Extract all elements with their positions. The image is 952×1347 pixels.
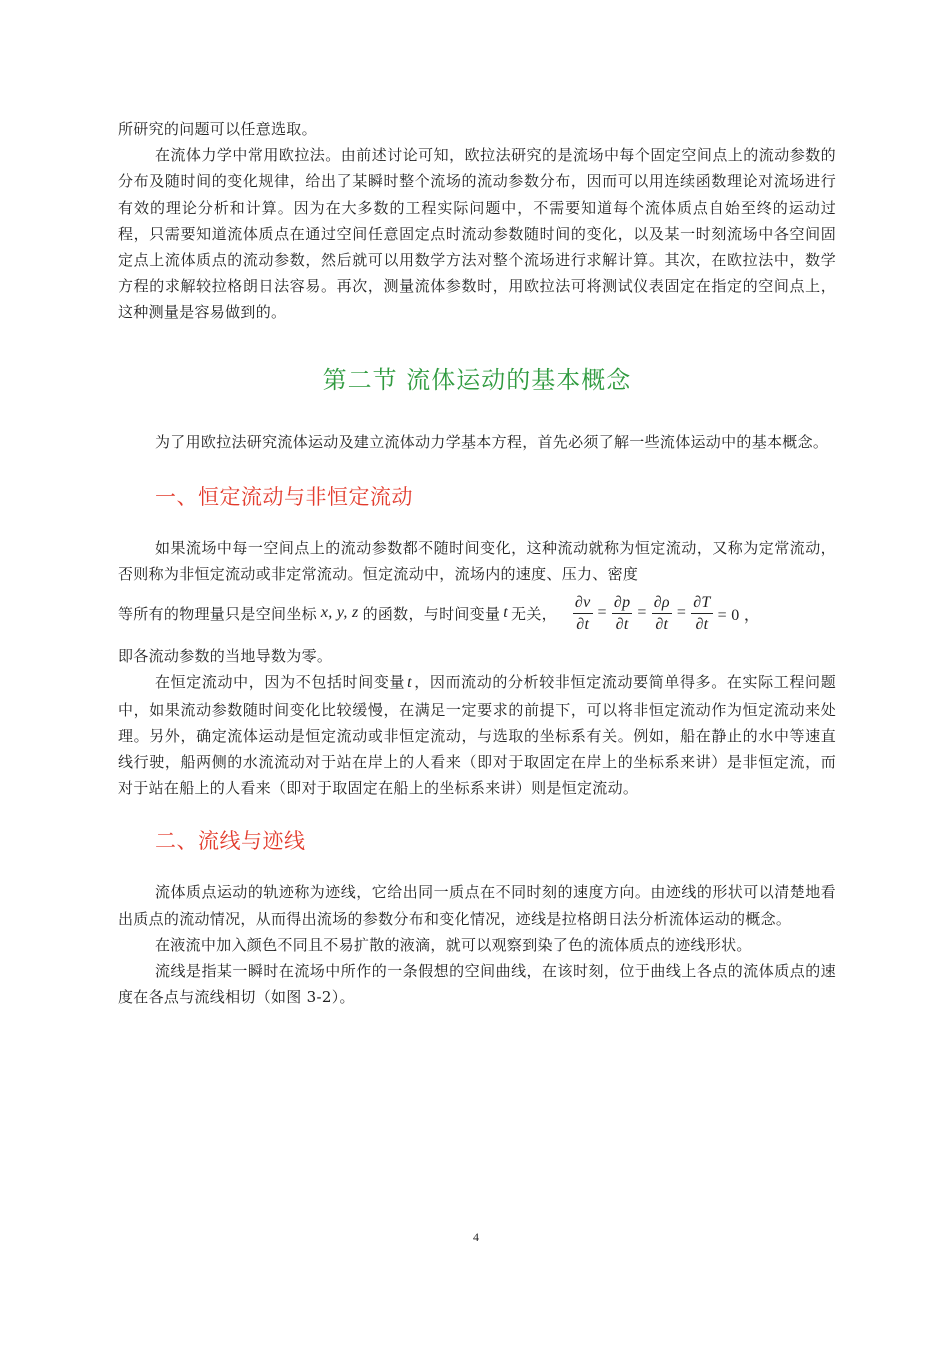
paragraph: 在液流中加入颜色不同且不易扩散的液滴，就可以观察到染了色的流体质点的迹线形状。: [155, 935, 752, 954]
fraction-numerator: ∂T: [691, 593, 712, 614]
paragraph: [118, 669, 836, 801]
paragraph: 即各流动参数的当地导数为零。: [118, 647, 333, 666]
equation-text: 等所有的物理量只是空间坐标: [118, 604, 317, 623]
paragraph: 在流体力学中常用欧拉法。由前述讨论可知，欧拉法研究的是流场中每个固定空间点上的流动参数的分布及随时间的变化规律，给出了某瞬时整个流场的流动参数分布，因而可以用连续函数理论对流场进行有效的理论分析和计算。因为在大多数的工程实际问题中，不需要知道每个流体质点自始至终的运动过程，只需要知道流体质点在通过空间任意固定点时流动参数随时间的变化，以及某一时刻流场中各空间固定点上流体质点的流动参数，然后就可以用数学方法对整个流场进行求解计算。其次，在欧拉法中，数学方程的求解较拉格朗日法容易。再次，测量流体参数时，用欧拉法可将测试仪表固定在指定的空间点上，这种测量是容易做到的。: [118, 146, 836, 322]
equals-sign: =: [676, 604, 687, 622]
time-var: t: [407, 674, 412, 692]
section-title: 第二节 流体运动的基本概念: [322, 365, 632, 394]
coordinate-vars: x, y, z: [320, 604, 359, 622]
paragraph-text: 在恒定流动中，因为不包括时间变量: [155, 673, 406, 692]
fraction-denominator: ∂t: [655, 615, 669, 633]
subsection-title: 一、恒定流动与非恒定流动: [155, 484, 413, 509]
equation-end: = 0 ，: [717, 606, 761, 624]
page-number: 4: [473, 1230, 479, 1244]
paragraph: 为了用欧拉法研究流体运动及建立流体动力学基本方程，首先必须了解一些流体运动中的基本概念。: [155, 432, 829, 451]
paragraph: 流线是指某一瞬时在流场中所作的一条假想的空间曲线，在该时刻，位于曲线上各点的流体质点的速度在各点与流线相切（如图 3-2）。: [118, 962, 836, 1007]
fraction-denominator: ∂t: [615, 615, 629, 633]
paragraph: 流体质点运动的轨迹称为迹线，它给出同一质点在不同时刻的速度方向。由迹线的形状可以清楚地看出质点的流动情况，从而得出流场的参数分布和变化情况，迹线是拉格朗日法分析流体运动的概念。: [118, 883, 836, 928]
equation-line: [118, 587, 836, 639]
equals-sign: =: [637, 604, 647, 622]
fraction-denominator: ∂t: [576, 615, 590, 633]
fraction-denominator: ∂t: [695, 615, 709, 633]
fraction-numerator: ∂p: [612, 593, 633, 614]
subsection-title: 二、流线与迹线: [155, 829, 306, 854]
equals-sign: =: [597, 604, 607, 622]
paragraph: 如果流场中每一空间点上的流动参数都不随时间变化，这种流动就称为恒定流动，又称为定常流动，否则称为非恒定流动或非定常流动。恒定流动中，流场内的速度、压力、密度: [118, 538, 836, 584]
paragraph-text: ，因而流动的分析较非恒定流动要简单得多。在实际工程问题中，如果流动参数随时间变化比较缓慢，在满足一定要求的前提下，可以将非恒定流动作为恒定流动来处理。另外，确定流体运动是恒定流动或非恒定流动，与选取的坐标系有关。例如，船在静止的水中等速直线行驶，船两侧的水流流动对于站在岸上的人看来（即对于取固定在岸上的坐标系来讲）是非恒定流，而对于站在船上的人看来（即对于取固定在船上的坐标系来讲）则是恒定流动。: [118, 673, 836, 798]
equation-text: 的函数，与时间变量: [362, 604, 501, 623]
fraction-numerator: ∂v: [573, 593, 593, 614]
fraction-p: [612, 593, 633, 634]
partial-derivative-equation: [571, 593, 763, 634]
fraction-rho: [652, 593, 672, 634]
fraction-v: [573, 593, 593, 634]
equation-text: 无关，: [511, 604, 557, 623]
fraction-T: [691, 593, 712, 634]
page-body: [118, 116, 836, 1010]
time-var: t: [503, 604, 509, 622]
paragraph: 所研究的问题可以任意选取。: [118, 120, 317, 138]
fraction-numerator: ∂ρ: [652, 593, 672, 614]
